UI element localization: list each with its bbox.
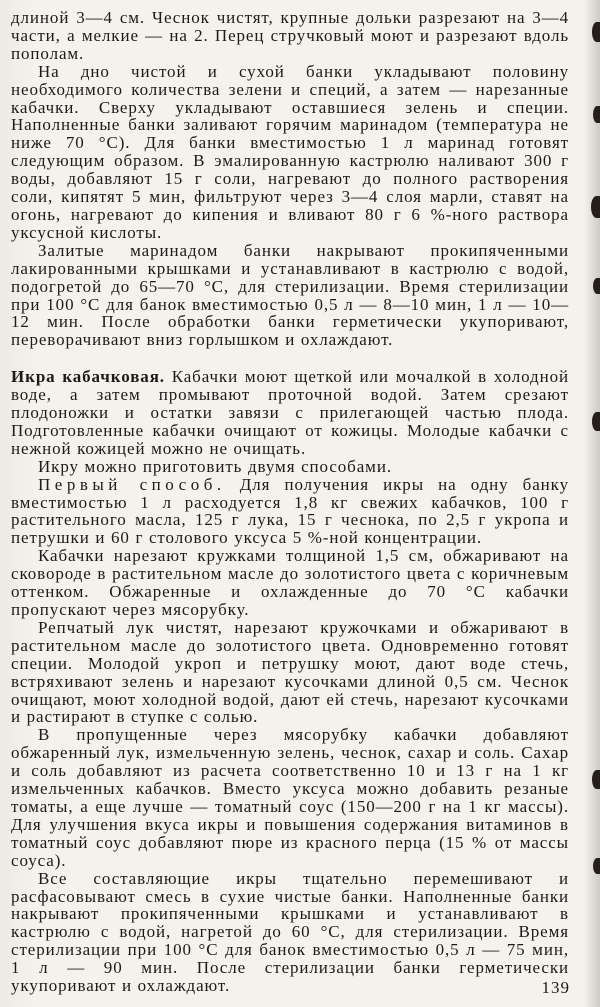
scan-artifact (592, 412, 600, 431)
page-text (11, 9, 569, 995)
page-number: 139 (541, 978, 570, 997)
scan-artifact (591, 196, 600, 218)
paragraph: Залитые маринадом банки накрывают прокипяченными лакированными крышками и устанавливают в кастрюлю с водой, подогретой до 65—70 °C, для стерилизации. Время стерилизации при 100 °C для банок вместимостью 0,5 л — 8—10 мин, 1 л — 10—12 мин. После обработки банки герметически укупоривают, переворачивают вниз горлышком и охлаждают. (11, 240, 569, 350)
paragraph: Все составляющие икры тщательно перемешивают и расфасовывают смесь в сухие чистые банки. Наполненные банки накрывают прокипяченными крышками и устанавливают в кастрюлю с водой, нагретой до 60 °C, для стерилизации. Время стерилизации при 100 °C для банок вместимостью 0,5 л — 75 мин, 1 л — 90 мин. После стерилизации банки герметически укупоривают и охлаждают. (11, 868, 569, 996)
scan-artifact (593, 278, 600, 294)
paragraph: Икра кабачковая. Кабачки моют щеткой или мочалкой в холодной воде, а затем промывают проточной водой. Затем срезают плодоножки и остатки завязи с прилегающей частью плода. Подготовленные кабачки очищают от кожицы. Молодые кабачки с нежной кожицей можно не очищать. (11, 367, 570, 458)
paragraph: На дно чистой и сухой банки укладывают половину необходимого количества зелени и специй, а затем — нарезанные кабачки. Сверху укладывают оставшиеся зелень и специи. Наполненные банки заливают горячим маринадом (температура не ниже 70 °C). Для банки вместимостью 1 л маринад готовят следующим образом. В эмалированную кастрюлю наливают 300 г воды, добавляют 15 г соли, нагревают до полного растворения соли, кипятят 5 мин, фильтруют через 3—4 слоя марли, ставят на огонь, нагревают до кипения и вливают 80 г 6 %-ного раствора уксусной кислоты. (11, 61, 569, 242)
scan-artifact (592, 22, 600, 42)
scan-artifact (593, 858, 600, 874)
paragraph: Икру можно приготовить двумя способами. (38, 456, 392, 476)
paragraph: Кабачки нарезают кружками толщиной 1,5 см, обжаривают на сковороде в растительном масле до золотистого цвета с коричневым оттенком. Обжаренные и охлажденные до 70 °C кабачки пропускают через мясорубку. (11, 546, 569, 619)
scan-artifact (592, 770, 600, 789)
paragraph: Первый способ. Для получения икры на одну банку вместимостью 1 л расходуется 1,8 кг свежих кабачков, 100 г растительного масла, 125 г лука, 15 г чеснока, по 2,5 г укропа и петрушки и 60 г столового уксуса 5 %-ной концентрации. (11, 474, 569, 548)
paragraph: Репчатый лук чистят, нарезают кружочками и обжаривают в растительном масле до золотистого цвета. Одновременно готовят специи. Молодой укроп и петрушку моют, дают воде стечь, встряхивают зелень и нарезают кусочками длиной 0,5 см. Чеснок очищают, моют холодной водой, дают ей стечь, нарезают кусочками и растирают в ступке с солью. (11, 617, 569, 727)
paragraph-lead-spaced: Первый способ. (38, 474, 226, 494)
paragraph: В пропущенные через мясорубку кабачки добавляют обжаренный лук, измельченную зелень, чеснок, сахар и соль. Сахар и соль добавляют из расчета соответственно 10 и 13 г на 1 кг измельченных кабачков. Вместо уксуса можно добавить резаные томаты, а еще лучше — томатный соус (150—200 г на 1 кг массы). Для улучшения вкуса икры и повышения содержания витаминов в томатный соус добавляют пюре из красного перца (15 % от массы соуса). (11, 725, 569, 870)
page-edge-shadow (584, 0, 600, 1007)
paragraph-lead-bold: Икра кабачковая. (11, 367, 165, 387)
paragraph: длиной 3—4 см. Чеснок чистят, крупные дольки разрезают на 3—4 части, а мелкие — на 2. Перец стручковый моют и разрезают вдоль пополам. (11, 8, 569, 63)
scan-artifact (593, 106, 600, 123)
